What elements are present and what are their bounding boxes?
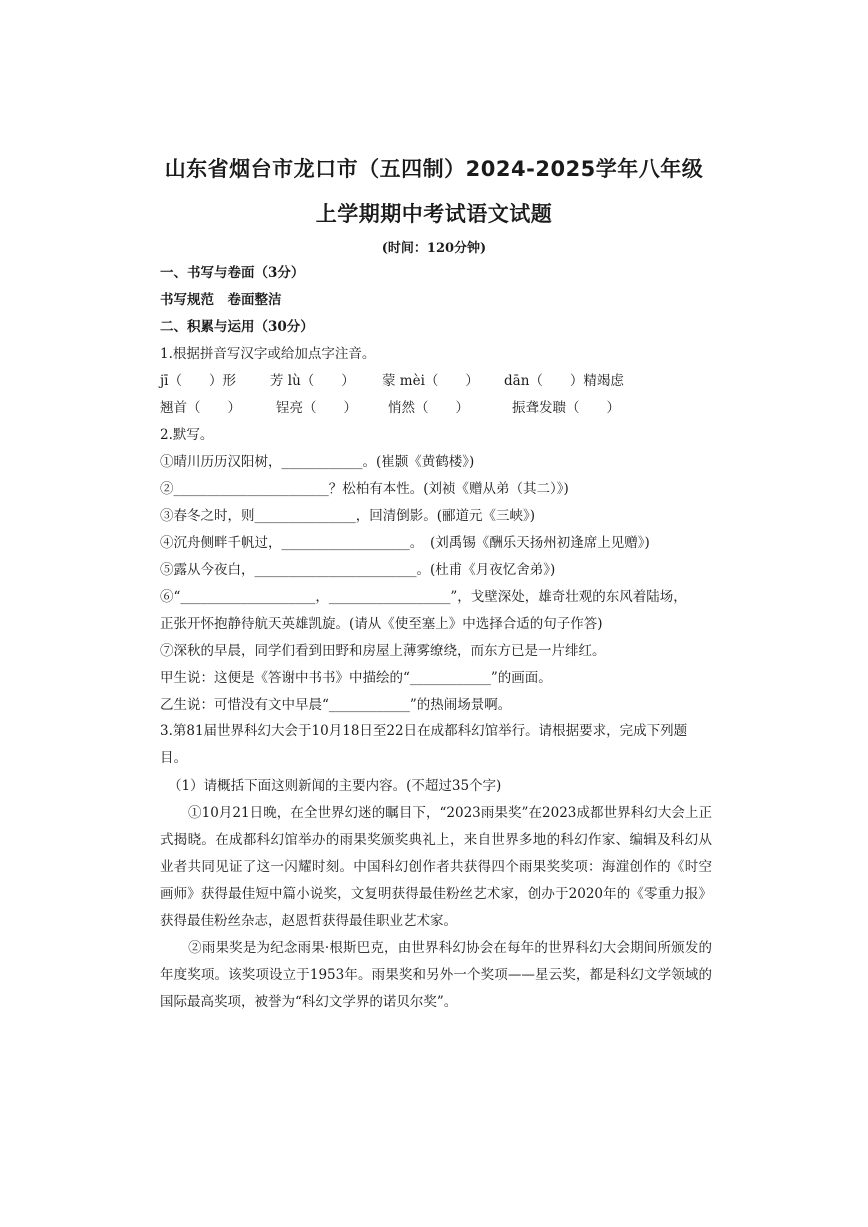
q1-row1-item: jī（ ）形 xyxy=(160,373,237,389)
q1-prompt: 1.根据拼音写汉字或给加点字注音。 xyxy=(160,346,376,362)
q2-line: 甲生说：这便是《答谢中书书》中描绘的“____________”的画面。 xyxy=(160,670,552,686)
q1-row1-item: 芳 lù（ ） xyxy=(270,373,355,389)
q1-row1 xyxy=(160,372,712,390)
exam-title-line1: 山东省烟台市龙口市（五四制）2024-2025学年八年级 xyxy=(164,157,704,181)
q2-line: 乙生说：可惜没有文中早晨“____________”的热闹场景啊。 xyxy=(160,697,512,713)
q1-row2 xyxy=(160,399,712,417)
q2-line: 正张开怀抱静待航天英雄凯旋。(请从《使至塞上》中选择合适的句子作答) xyxy=(160,616,603,632)
q1-row2-item: 翘首（ ） xyxy=(160,400,241,416)
q2-line: ⑤露从今夜白，________________________。(杜甫《月夜忆舍弟》) xyxy=(160,562,556,578)
exam-title-line2: 上学期期中考试语文试题 xyxy=(315,202,553,226)
q2-line: ①晴川历历汉阳树，____________。(崔颢《黄鹤楼》) xyxy=(160,454,475,470)
exam-time: (时间：120分钟) xyxy=(381,241,487,256)
q3-prompt: 3.第81届世界科幻大会于10月18日至22日在成都科幻馆举行。请根据要求，完成下列题目。 xyxy=(160,723,688,766)
q1-row1-item: 蒙 mèi（ ） xyxy=(382,373,479,389)
q2-line: ④沉舟侧畔千帆过，___________________。 (刘禹锡《酬乐天扬州初逢席上见赠》) xyxy=(160,535,650,551)
q2-prompt: 2.默写。 xyxy=(160,427,214,443)
q1-row2-item: 锃亮（ ） xyxy=(276,400,357,416)
section1-text: 书写规范 卷面整洁 xyxy=(160,292,282,308)
news-paragraph-2 xyxy=(160,935,712,1016)
news-paragraph-2-text: ②雨果奖是为纪念雨果·根斯巴克，由世界科幻协会在每年的世界科幻大会期间所颁发的年度奖项。该奖项设立于1953年。雨果奖和另外一个奖项——星云奖，都是科幻文学领域的国际最高奖项，被誉为“科幻文学界的诺贝尔奖”。 xyxy=(160,940,712,1010)
q2-line: ⑦深秋的早晨，同学们看到田野和房屋上薄雾缭绕，而东方已是一片绯红。 xyxy=(160,643,606,659)
q1-row2-item: 振聋发聩（ ） xyxy=(512,400,620,416)
news-paragraph-1 xyxy=(160,800,712,935)
q2-line: ②_______________________？松柏有本性。(刘祯《赠从弟（其二）》) xyxy=(160,481,569,497)
q3-sub1: （1）请概括下面这则新闻的主要内容。(不超过35个字) xyxy=(168,778,502,794)
q1-row2-item: 悄然（ ） xyxy=(388,400,469,416)
q2-line: ③春冬之时，则_______________，回清倒影。(郦道元《三峡》) xyxy=(160,508,536,524)
q2-line: ⑥“____________________，__________________”，戈壁深处，雄奇壮观的东风着陆场， xyxy=(160,589,687,605)
section2-heading: 二、积累与运用（30分） xyxy=(160,319,314,335)
news-paragraph-1-text: ①10月21日晚，在全世界幻迷的瞩目下，“2023雨果奖”在2023成都世界科幻大会上正式揭晓。在成都科幻馆举办的雨果奖颁奖典礼上，来自世界多地的科幻作家、编辑及科幻从业者共同见证了这一闪耀时刻。中国科幻创作者共获得四个雨果奖奖项：海漄创作的《时空画师》获得最佳短中篇小说奖，文复明获得最佳粉丝艺术家，创办于2020年的《零重力报》获得最佳粉丝杂志，赵恩哲获得最佳职业艺术家。 xyxy=(160,805,712,929)
q1-row1-item: dān（ ）精竭虑 xyxy=(504,373,624,389)
section1-heading: 一、书写与卷面（3分） xyxy=(160,265,305,281)
